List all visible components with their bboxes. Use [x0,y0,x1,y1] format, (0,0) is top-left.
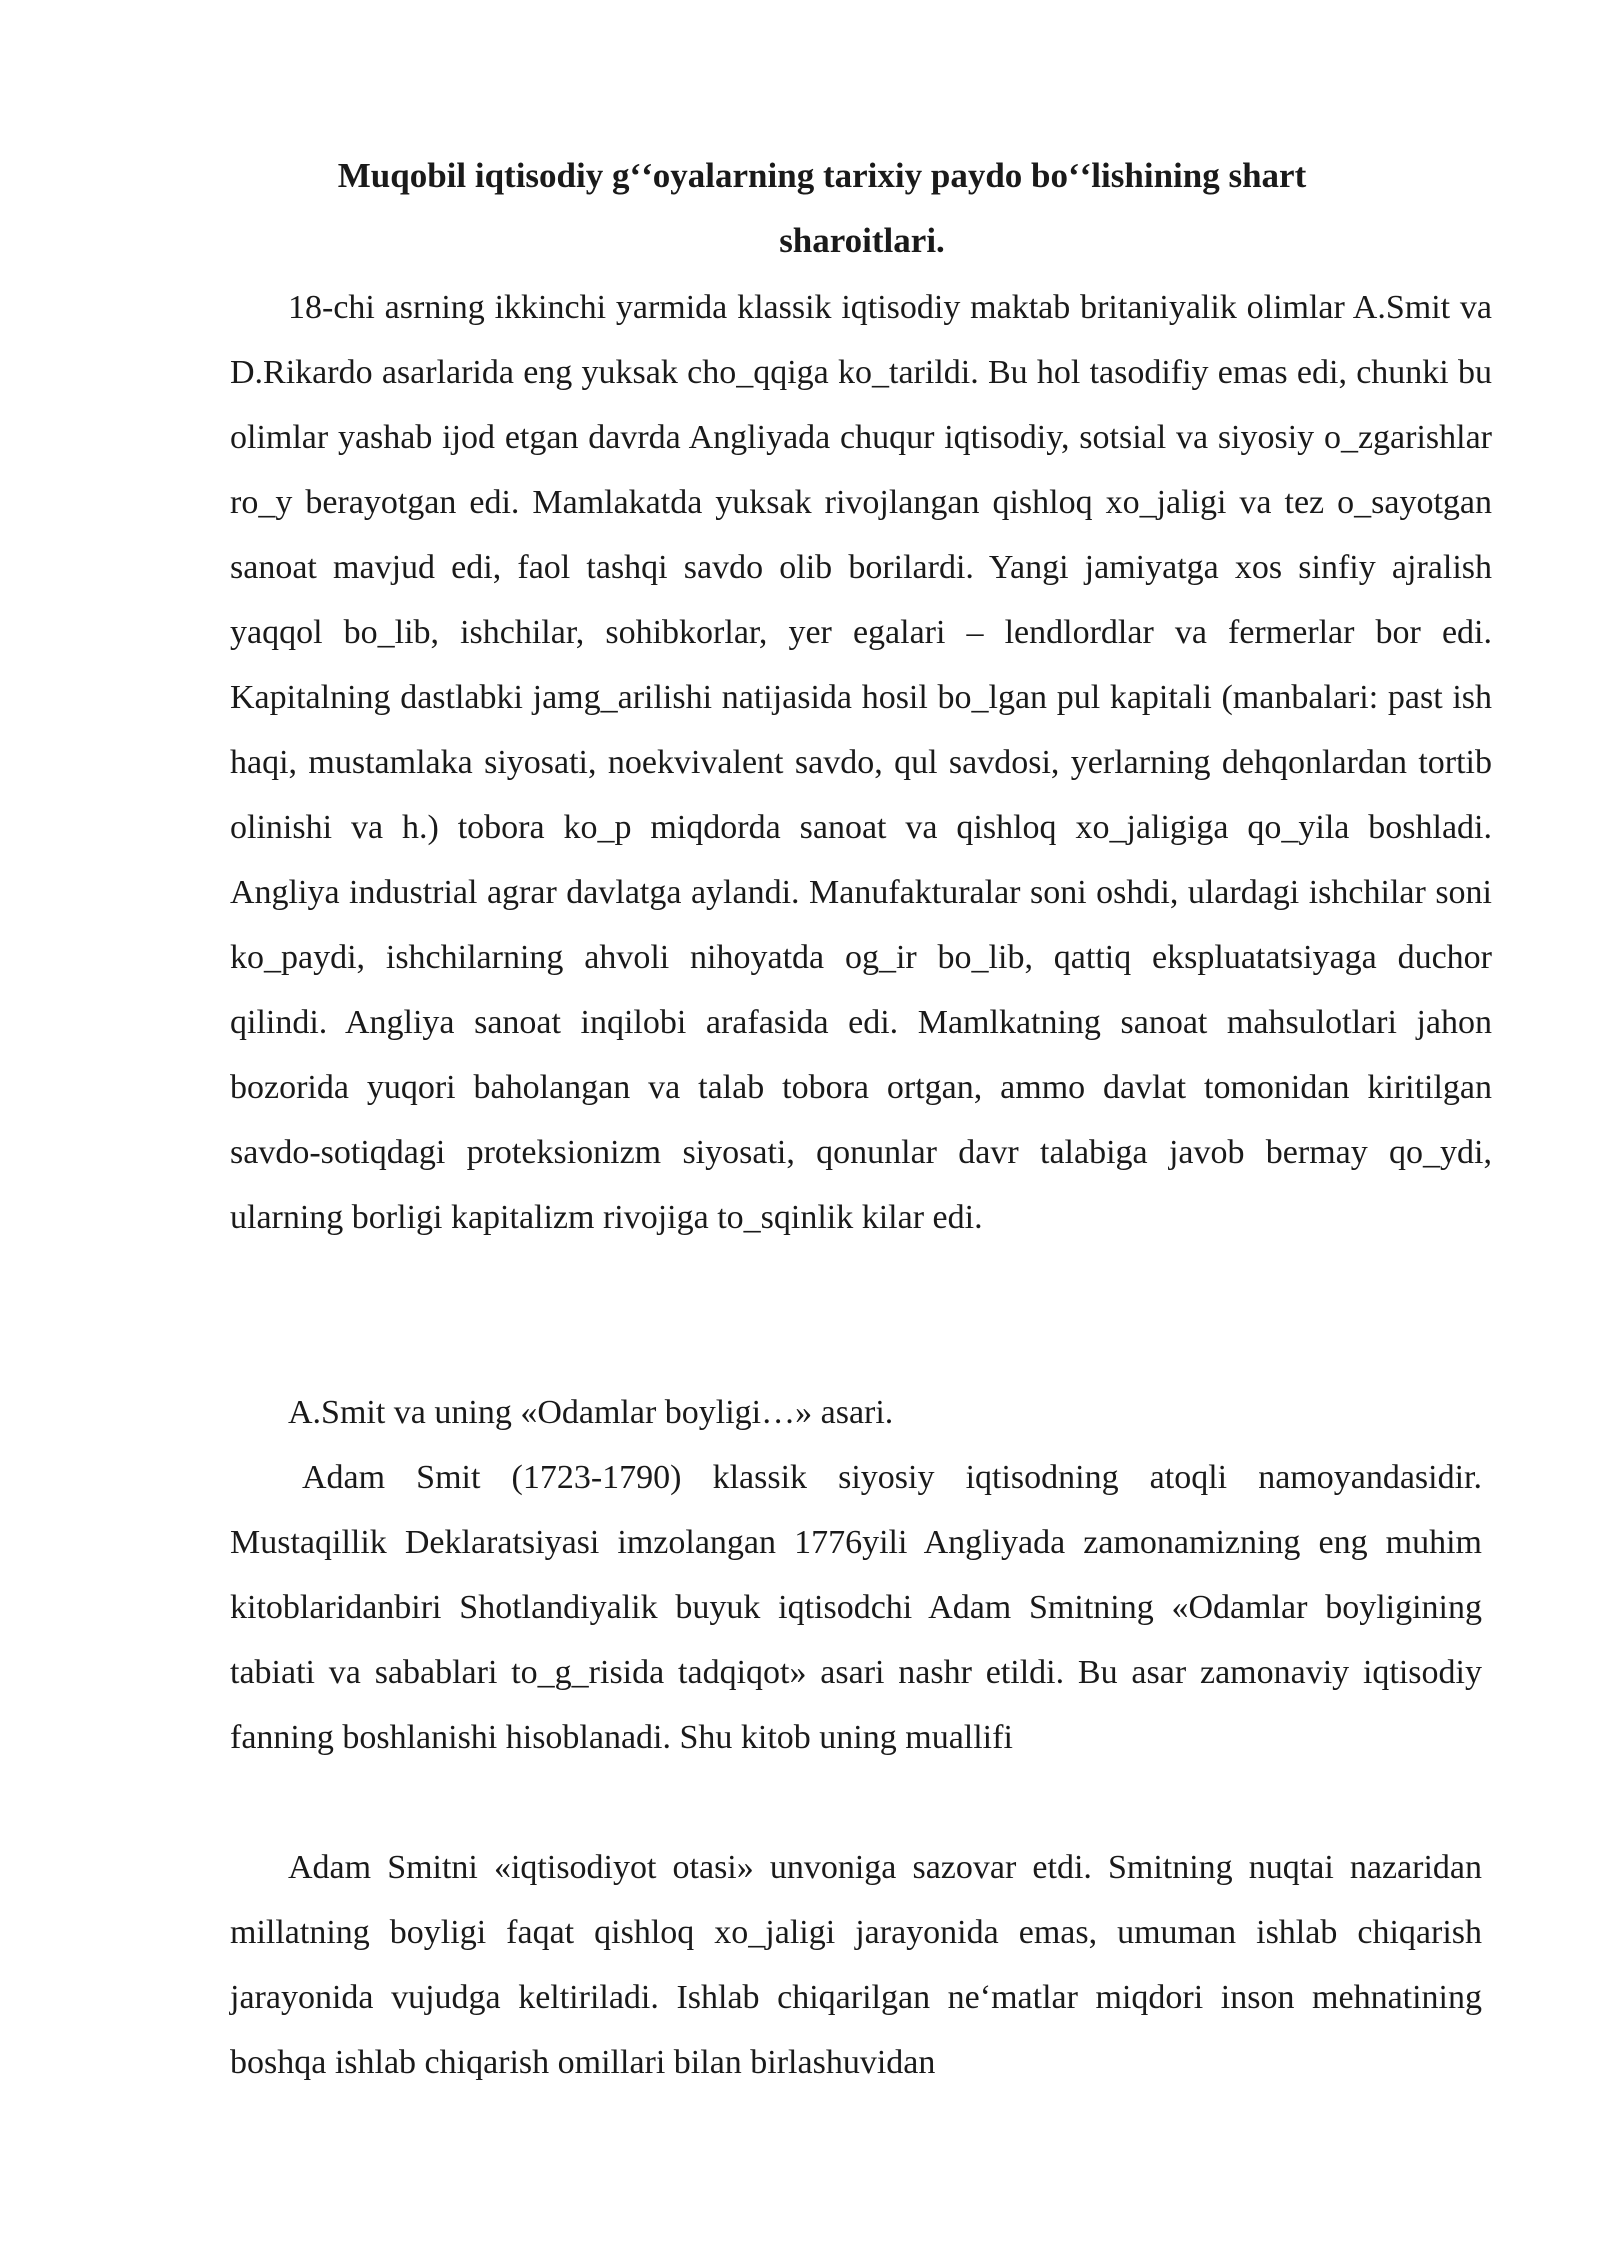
document-title-line-2: sharoitlari. [779,221,945,260]
paragraph-subheading-smith: A.Smit va uning «Odamlar boyligi…» asari. [288,1394,894,1431]
paragraph-historical-conditions: 18-chi asrning ikkinchi yarmida klassik iqtisodiy maktab britaniyalik olimlar A.Smit va D.Rikardo asarlarida eng yuksak cho_qqiga ko_tarildi. Bu hol tasodifiy emas edi, chunki bu olimlar yashab ijod etgan davrda Angliyada chuqur iqtisodiy, sotsial va siyosiy o_zgarishlar ro_y berayotgan edi. Mamlakatda yuksak rivojlangan qishloq xo_jaligi va tez o_sayotgan sanoat mavjud edi, faol tashqi savdo olib borilardi. Yangi jamiyatga xos sinfiy ajralish yaqqol bo_lib, ishchilar, sohibkorlar, yer egalari – lendlordlar va fermerlar bor edi. Kapitalning dastlabki jamg_arilishi natijasida hosil bo_lgan pul kapitali (manbalari: past ish haqi, mustamlaka siyosati, noekvivalent savdo, qul savdosi, yerlarning dehqonlardan tortib olinishi va h.) tobora ko_p miqdorda sanoat va qishloq xo_jaligiga qo_yila boshladi. Angliya industrial agrar davlatga aylandi. Manufakturalar soni oshdi, ulardagi ishchilar soni ko_paydi, ishchilarning ahvoli nihoyatda og_ir bo_lib, qattiq ekspluatatsiyaga duchor qilindi. Angliya sanoat inqilobi arafasida edi. Mamlkatning sanoat mahsulotlari jahon bozorida yuqori baholangan va talab tobora ortgan, ammo davlat tomonidan kiritilgan savdo-sotiqdagi proteksionizm siyosati, qonunlar davr talabiga javob bermay qo_ydi, ularning borligi kapitalizm rivojiga to_sqinlik kilar edi. [230,289,1492,1236]
document-title-line-1: Muqobil iqtisodiy gʻʻoyalarning tarixiy paydo boʻʻlishining shart [337,156,1307,195]
paragraph-father-of-economics: Adam Smitni «iqtisodiyot otasi» unvoniga sazovar etdi. Smitning nuqtai nazaridan millatning boyligi faqat qishloq xo_jaligi jarayonida emas, umuman ishlab chiqarish jarayonida vujudga keltiriladi. Ishlab chiqarilgan neʻmatlar miqdori inson mehnatining boshqa ishlab chiqarish omillari bilan birlashuvidan [230,1849,1482,2081]
paragraph-adam-smith-intro: Adam Smit (1723-1790) klassik siyosiy iqtisodning atoqli namoyandasidir. Mustaqillik Deklaratsiyasi imzolangan 1776yili Angliyada zamonamizning eng muhim kitoblaridanbiri Shotlandiyalik buyuk iqtisodchi Adam Smitning «Odamlar boyligining tabiati va sabablari to_g_risida tadqiqot» asari nashr etildi. Bu asar zamonaviy iqtisodiy fanning boshlanishi hisoblanadi. Shu kitob uning muallifi [230,1459,1482,1756]
